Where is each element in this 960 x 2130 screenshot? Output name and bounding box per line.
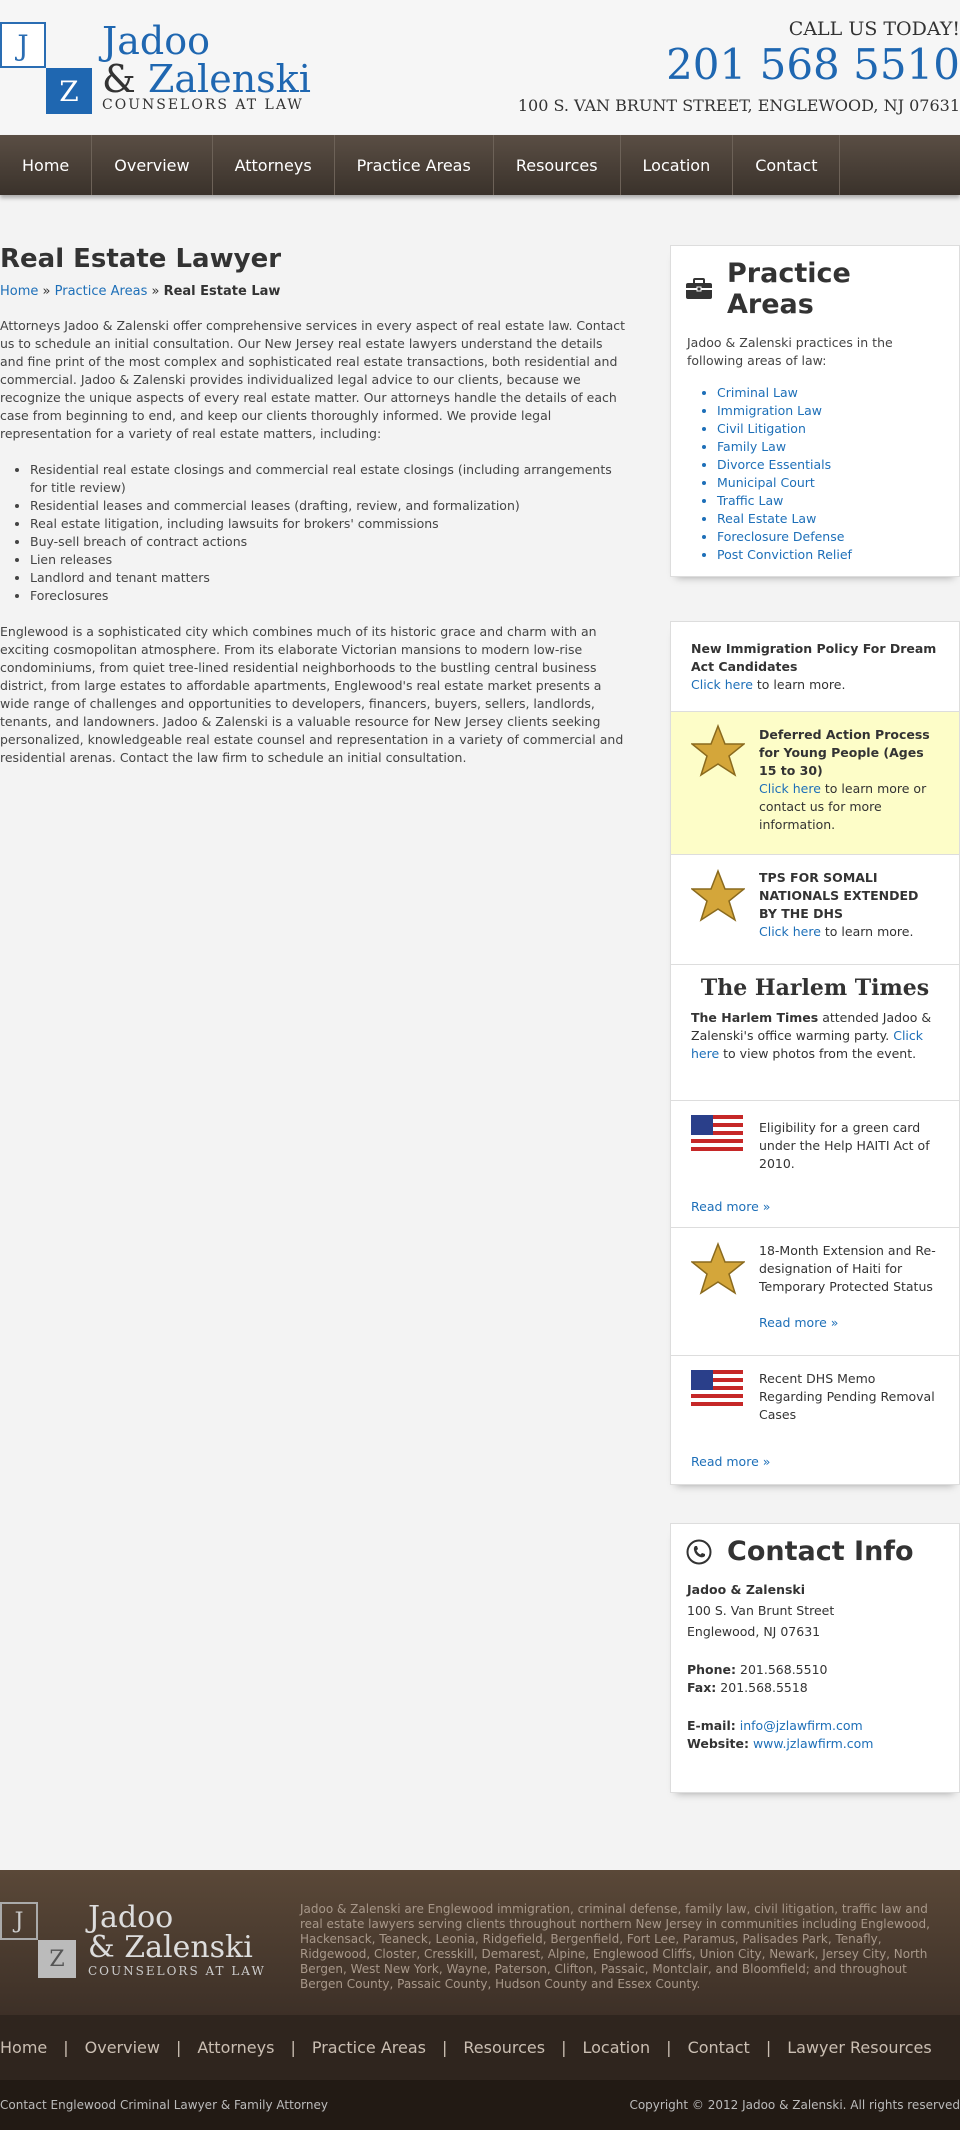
footer-nav-separator: | [442,2038,448,2057]
website-label: Website: [687,1736,749,1751]
logo-name-jadoo: Jadoo [102,19,210,63]
breadcrumb-practice-areas[interactable]: Practice Areas [54,284,148,299]
list-item: • Foreclosures [30,587,628,605]
practice-link-family-law[interactable]: Family Law [717,439,787,454]
click-here-link[interactable]: Click here [691,677,753,692]
nav-overview[interactable]: Overview [92,135,212,195]
footer-logo[interactable] [0,1902,280,1984]
footer-nav-separator: | [561,2038,567,2057]
breadcrumb-separator: » [38,284,55,299]
news-text: Recent DHS Memo Regarding Pending Removal Cases [759,1371,935,1422]
site-logo[interactable] [0,19,320,117]
read-more-link[interactable]: Read more » [691,1199,771,1214]
news-item-haiti-tps [671,1228,959,1356]
contact-firm-name: Jadoo & Zalenski [687,1582,806,1597]
footer-nav-overview[interactable]: Overview [84,2038,160,2057]
news-title: Deferred Action Process for Young People (Ages 15 to 30) [759,727,930,778]
news-text: Eligibility for a green card under the Help HAITI Act of 2010. [759,1120,930,1171]
nav-resources[interactable]: Resources [494,135,621,195]
logo-name-zalenski: Zalenski [148,57,311,101]
news-text: attended Jadoo & Zalenski's office warming party. [691,1010,932,1043]
news-text: 18-Month Extension and Re-designation of Haiti for Temporary Protected Status [759,1243,936,1294]
click-here-link[interactable]: Click here [691,1028,924,1061]
footer-nav-resources[interactable]: Resources [463,2038,546,2057]
article-body [0,317,628,767]
nav-home[interactable]: Home [0,135,92,195]
news-title: New Immigration Policy For Dream Act Candidates [691,641,937,674]
list-item: • Residential real estate closings and commercial real estate closings (including arrangements for title review) [30,461,628,497]
email-label: E-mail: [687,1718,736,1733]
footer-upper [0,1870,960,2015]
site-header [0,0,960,135]
englewood-paragraph: Englewood is a sophisticated city which combines much of its historic grace and charm with an exciting cosmopolitan atmosphere. From its elaborate Victorian mansions to modern low-rise condominiums, from quiet tree-lined residential neighborhoods to the bustling central business district, from large estates to affordable apartments, Englewood's real estate market presents a wide range of challenges and opportunities to developers, financers, buyers, sellers, landlords, tenants, and landowners. Jadoo & Zalenski is a valuable resource for New Jersey clients seeking personalized, knowledgeable real estate counsel and representation in a variety of commercial and residential arenas. Contact the law firm to schedule an initial consultation. [0,624,624,765]
call-us-label: CALL US TODAY! [788,18,960,40]
logo-tagline: COUNSELORS AT LAW [102,97,304,113]
list-item: • Buy-sell breach of contract actions [30,533,628,551]
us-flag-icon [691,1115,743,1156]
nav-contact[interactable]: Contact [733,135,840,195]
briefcase-icon [685,276,713,302]
widget-heading [671,246,959,320]
services-list [30,461,628,605]
contact-phone: 201.568.5510 [736,1662,828,1677]
footer-logo-j-box: J [0,1902,38,1940]
contact-fax: 201.568.5518 [716,1680,808,1695]
practice-link-criminal-law[interactable]: Criminal Law [717,385,798,400]
news-title: The Harlem Times [691,1010,819,1025]
contact-city: Englewood, NJ 07631 [687,1624,821,1639]
breadcrumb-home[interactable]: Home [0,284,39,299]
news-text: to learn more. [752,677,846,692]
news-title: TPS FOR SOMALI NATIONALS EXTENDED BY THE DHS [759,870,919,921]
fax-label: Fax: [687,1680,717,1695]
footer-nav-lawyer-resources[interactable]: Lawyer Resources [787,2038,932,2057]
news-text: to learn more. [820,924,914,939]
footer-logo-name-jadoo: Jadoo [88,1900,174,1935]
list-item: • Landlord and tenant matters [30,569,628,587]
nav-practice-areas[interactable]: Practice Areas [335,135,494,195]
footer-nav-practice-areas[interactable]: Practice Areas [311,2038,426,2057]
logo-j-box: J [0,22,46,68]
practice-areas-list [671,370,959,586]
logo-z-box: Z [46,68,92,114]
footer-description: Jadoo & Zalenski are Englewood immigration, criminal defense, family law, civil litigation, traffic law and real estate lawyers serving clients throughout northern New Jersey in communities including Englewood, Hackensack, Teaneck, Leonia, Ridgefield, Bergenfield, Fort Lee, Paramus, Palisades Park, Tenafly, Ridgewood, Closter, Cresskill, Demarest, Alpine, Englewood Cliffs, Union City, Newark, Jersey City, North Bergen, West New York, Wayne, Paterson, Clifton, Passaic, Montclair, and Bloomfield; and throughout Bergen County, Passaic County, Hudson County and Essex County. [300,1902,930,1991]
footer-nav-attorneys[interactable]: Attorneys [197,2038,275,2057]
practice-areas-intro: Jadoo & Zalenski practices in the following areas of law: [687,335,893,368]
main-nav [0,135,960,195]
read-more-link[interactable]: Read more » [759,1315,839,1330]
footer-logo-z-box: Z [38,1940,76,1978]
practice-link-foreclosure-defense[interactable]: Foreclosure Defense [717,529,845,544]
news-text: to view photos from the event. [719,1046,917,1061]
nav-attorneys[interactable]: Attorneys [213,135,335,195]
footer-nav-contact[interactable]: Contact [687,2038,750,2057]
click-here-link[interactable]: Click here [759,924,821,939]
footer-nav-separator: | [765,2038,772,2057]
breadcrumb-current: Real Estate Law [163,284,281,299]
footer-nav-separator: | [290,2038,296,2057]
footer-bottom-bar [0,2080,960,2130]
site-footer [0,1870,960,2130]
practice-link-traffic-law[interactable]: Traffic Law [717,493,784,508]
list-item: • Lien releases [30,551,628,569]
list-item: • Real estate litigation, including lawsuits for brokers' commissions [30,515,628,533]
contact-info-title: Contact Info [727,1536,914,1567]
practice-link-divorce-essentials[interactable]: Divorce Essentials [717,457,832,472]
star-icon [691,1242,745,1301]
sidebar [670,245,960,1793]
contact-website-link[interactable]: www.jzlawfirm.com [752,1736,874,1751]
us-flag-icon [691,1370,743,1411]
news-widget [670,621,960,1485]
practice-link-post-conviction-relief[interactable]: Post Conviction Relief [717,547,852,562]
star-icon [691,869,745,928]
news-text: to learn more or contact us for more information. [759,781,927,832]
footer-nav-separator: | [175,2038,182,2057]
contact-street: 100 S. Van Brunt Street [687,1603,835,1618]
news-item-harlem-times [671,965,959,1101]
practice-areas-widget [670,245,960,577]
contact-email-link[interactable]: info@jzlawfirm.com [739,1718,863,1733]
footer-nav-location[interactable]: Location [582,2038,651,2057]
page-title: Real Estate Lawyer [0,244,282,274]
practice-link-immigration-law[interactable]: Immigration Law [717,403,823,418]
star-icon [691,724,745,783]
header-address: 100 S. VAN BRUNT STREET, ENGLEWOOD, NJ 07631 [517,96,960,115]
widget-heading [671,1524,959,1581]
news-item-dream-act [671,622,959,712]
practice-areas-title: Practice Areas [727,258,851,320]
phone-label: Phone: [687,1662,737,1677]
read-more-link[interactable]: Read more » [691,1454,771,1469]
copyright-text: Copyright © 2012 Jadoo & Zalenski. All rights reserved [629,2098,960,2112]
logo-ampersand: & [102,57,136,101]
breadcrumb [0,284,628,299]
footer-contact-link[interactable]: Contact Englewood Criminal Lawyer & Family Attorney [0,2098,328,2112]
footer-nav-home[interactable]: Home [0,2038,48,2057]
nav-location[interactable]: Location [621,135,734,195]
news-item-deferred-action [671,712,959,855]
footer-nav-separator: | [666,2038,672,2057]
practice-link-municipal-court[interactable]: Municipal Court [717,475,815,490]
header-phone[interactable]: 201 568 5510 [666,40,960,89]
contact-info-widget [670,1523,960,1793]
breadcrumb-separator: » [147,284,164,299]
list-item: • Residential leases and commercial leases (drafting, review, and formalization) [30,497,628,515]
main-content [0,240,628,767]
harlem-times-logo: The Harlem Times [700,975,930,1001]
news-item-haiti-green-card [671,1101,959,1228]
footer-nav-separator: | [63,2038,69,2057]
news-item-tps-somali [671,855,959,965]
phone-icon [685,1539,713,1565]
practice-link-civil-litigation[interactable]: Civil Litigation [717,421,806,436]
click-here-link[interactable]: Click here [759,781,821,796]
footer-logo-tagline: COUNSELORS AT LAW [88,1964,266,1978]
footer-nav [0,2015,960,2080]
footer-logo-name-zalenski: & Zalenski [88,1930,253,1965]
practice-link-real-estate-law[interactable]: Real Estate Law [717,511,817,526]
news-item-dhs-memo [671,1356,959,1484]
intro-paragraph: Attorneys Jadoo & Zalenski offer comprehensive services in every aspect of real estate law. Contact us to schedule an initial consultation. Our New Jersey real estate lawyers understand the details and fine print of the most complex and sophisticated real estate transactions, both residential and commercial. Jadoo & Zalenski provides individualized legal advice to our clients, because we recognize the unique aspects of every real estate matter. Our attorneys handle the details of each case from beginning to end, and keep our clients thoroughly informed. We provide legal representation for a variety of real estate matters, including: [0,318,626,441]
